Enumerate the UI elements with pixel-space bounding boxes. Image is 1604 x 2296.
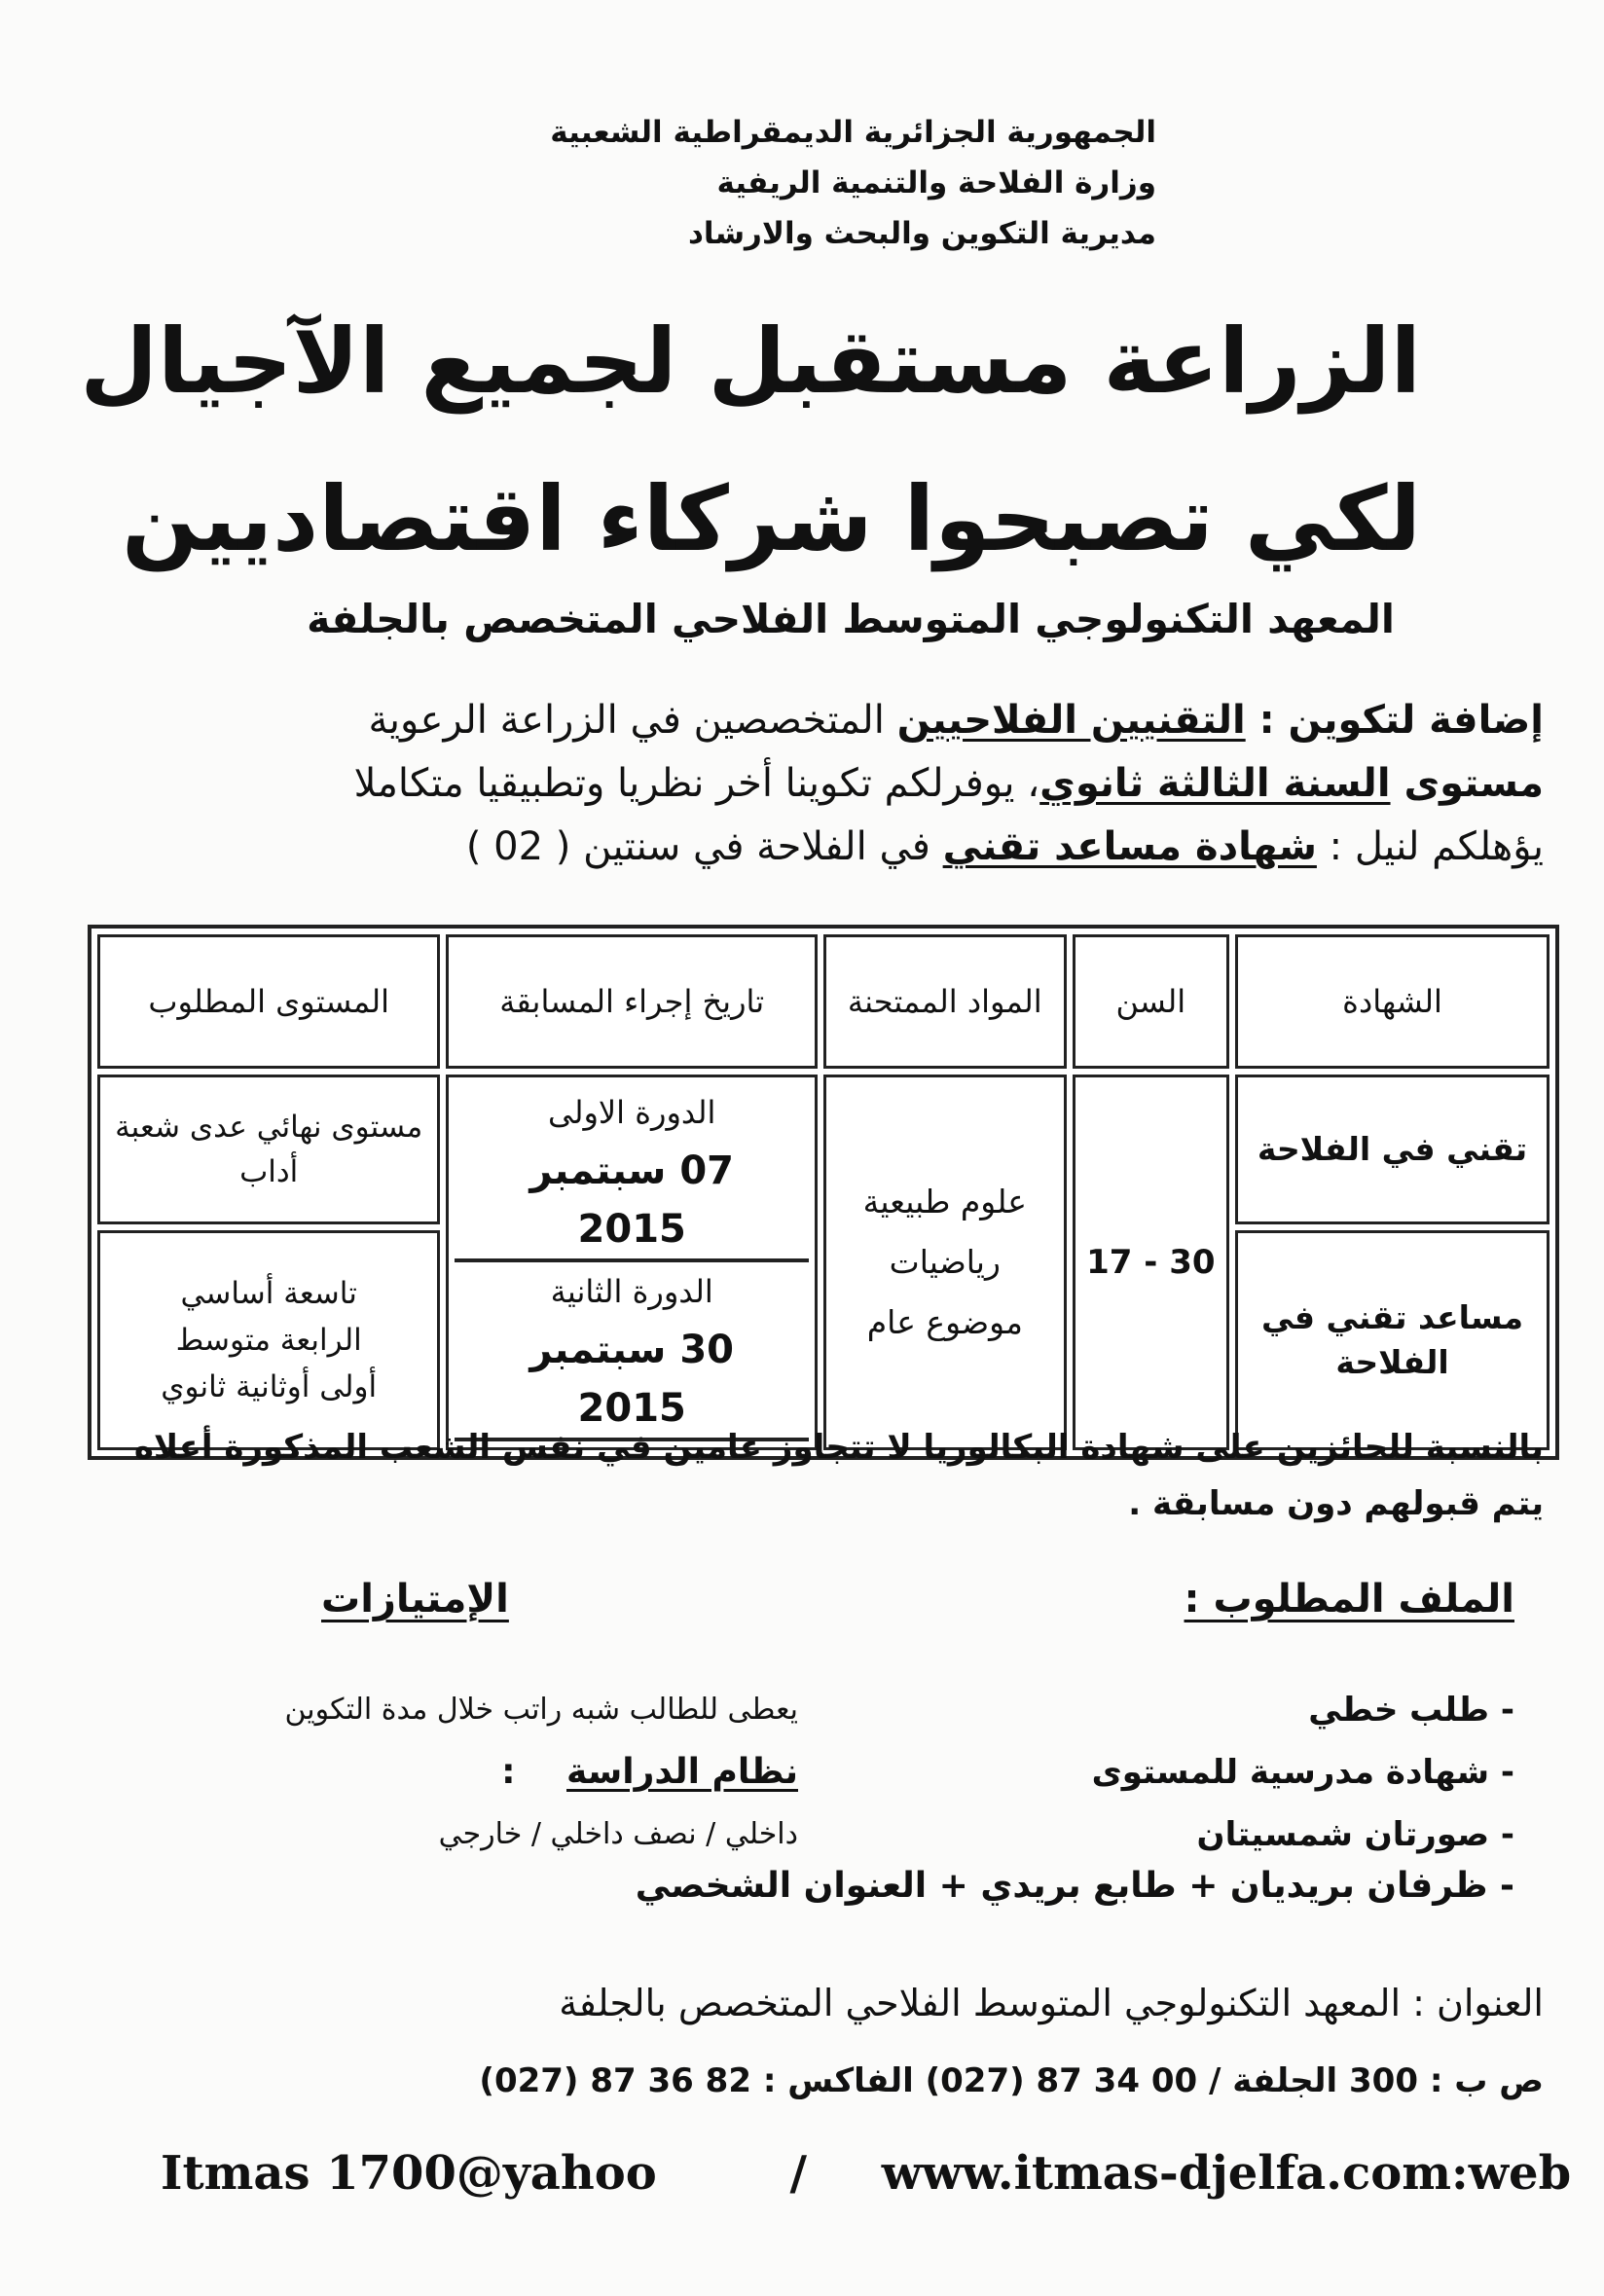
list-item: - شهادة مدرسية للمستوى xyxy=(1091,1753,1514,1792)
session-1-label: الدورة الاولى xyxy=(548,1094,716,1131)
note-line-1: بالنسبة للحائزين على شهادة البكالوريا لا تتجاوز عامين في نفس الشعب المذكورة أعلاه xyxy=(133,1428,1544,1467)
header-certificate: الشهادة xyxy=(1235,934,1549,1069)
age-value: 17 - 30 xyxy=(1086,1243,1216,1282)
web-contacts xyxy=(161,2146,1572,2201)
ministry-line: وزارة الفلاحة والتنمية الريفية xyxy=(716,165,1156,200)
directorate-line: مديرية التكوين والبحث والارشاد xyxy=(688,216,1156,251)
ministry-header xyxy=(475,107,1156,259)
required-file-list xyxy=(911,1679,1514,1866)
exam-dates xyxy=(446,1075,818,1450)
website-text: www.itmas-djelfa.com:web xyxy=(881,2146,1572,2201)
session-2-label: الدورة الثانية xyxy=(550,1273,713,1310)
intro-l3-prefix: يؤهلكم لنيل : xyxy=(1316,824,1544,869)
exam-subjects xyxy=(823,1075,1067,1450)
requirements-table xyxy=(88,925,1559,1460)
cert-technician: تقني في الفلاحة xyxy=(1235,1075,1549,1224)
intro-paragraph xyxy=(123,689,1544,879)
subject-1: علوم طبيعية xyxy=(862,1183,1027,1221)
intro-line-1 xyxy=(123,689,1544,752)
age-range xyxy=(1073,1075,1229,1450)
intro-line-2 xyxy=(123,752,1544,816)
note-line-2: يتم قبولهم دون مسابقة . xyxy=(1128,1484,1544,1523)
intro-l3-rest: في الفلاحة في سنتين ( 02 ) xyxy=(465,824,943,869)
level-technician: مستوى نهائي عدى شعبة أداب xyxy=(97,1075,440,1224)
study-system-title: نظام الدراسة xyxy=(566,1752,798,1792)
institute-name: المعهد التكنولوجي المتوسط الفلاحي المتخصص بالجلفة xyxy=(307,596,1395,642)
header-required-level: المستوى المطلوب xyxy=(97,934,440,1069)
address-line: العنوان : المعهد التكنولوجي المتوسط الفلاحي المتخصص بالجلفة xyxy=(559,1982,1544,2024)
session-2-date: 30 سبتمبر 2015 xyxy=(455,1321,809,1441)
list-item: - ظرفان بريديان + طابع بريدي + العنوان الشخصي xyxy=(635,1866,1514,1906)
slogan-line-1: الزراعة مستقبل لجميع الآجيال xyxy=(80,310,1421,414)
list-item: - صورتان شمسيتان xyxy=(1196,1815,1514,1854)
level-2-line-3: أولى أوثانية ثانوي xyxy=(161,1368,378,1404)
study-system-row xyxy=(117,1741,798,1804)
advantages-title: الإمتيازات xyxy=(321,1577,509,1622)
baccalaureate-note xyxy=(84,1419,1544,1532)
table-row xyxy=(97,1075,1549,1224)
list-item: - طلب خطي xyxy=(1308,1691,1514,1730)
intro-l1-prefix: إضافة لتكوين : xyxy=(1245,698,1544,743)
slogan-line-2: لكي تصبحوا شركاء اقتصاديين xyxy=(122,467,1421,571)
cert-assistant-technician: مساعد تقني في الفلاحة xyxy=(1235,1230,1549,1450)
study-system-options: داخلي / نصف داخلي / خارجي xyxy=(438,1817,798,1851)
header-exam-date: تاريخ إجراء المسابقة xyxy=(446,934,818,1069)
intro-l2-prefix: مستوى xyxy=(1390,761,1544,806)
level-2-line-1: تاسعة أساسي xyxy=(180,1275,357,1311)
contact-line: ص ب : 300 الجلفة / 00 34 87 (027) الفاكس : 82 36 87 (027) xyxy=(479,2061,1544,2100)
intro-line-3 xyxy=(123,816,1544,879)
republic-line: الجمهورية الجزائرية الديمقراطية الشعبية xyxy=(550,115,1156,150)
stipend-text: يعطى للطالب شبه راتب خلال مدة التكوين xyxy=(284,1693,798,1727)
level-2-line-2: الرابعة متوسط xyxy=(175,1322,362,1358)
intro-l1-highlight: التقنيين الفلاحيين xyxy=(896,698,1246,743)
level-assistant xyxy=(97,1230,440,1450)
intro-l2-rest: ، يوفرلكم تكوينا أخر نظريا وتطبيقيا متكاملا xyxy=(353,761,1040,806)
table-header-row xyxy=(97,934,1549,1069)
study-system-colon: : xyxy=(501,1752,516,1792)
subject-3: موضوع عام xyxy=(866,1303,1023,1341)
advantages-block xyxy=(117,1679,798,1866)
header-age: السن xyxy=(1073,934,1229,1069)
session-1-date: 07 سبتمبر 2015 xyxy=(455,1142,809,1262)
email-text: Itmas 1700@yahoo xyxy=(161,2146,657,2201)
subject-2: رياضيات xyxy=(889,1243,1001,1281)
header-subjects: المواد الممتحنة xyxy=(823,934,1067,1069)
intro-l1-rest: المتخصصين في الزراعة الرعوية xyxy=(368,698,897,743)
required-file-title: الملف المطلوب : xyxy=(1184,1577,1514,1622)
intro-l3-highlight: شهادة مساعد تقني xyxy=(942,824,1317,869)
address-block xyxy=(84,1964,1544,2120)
intro-l2-highlight: السنة الثالثة ثانوي xyxy=(1039,761,1391,806)
separator: / xyxy=(789,2146,808,2201)
